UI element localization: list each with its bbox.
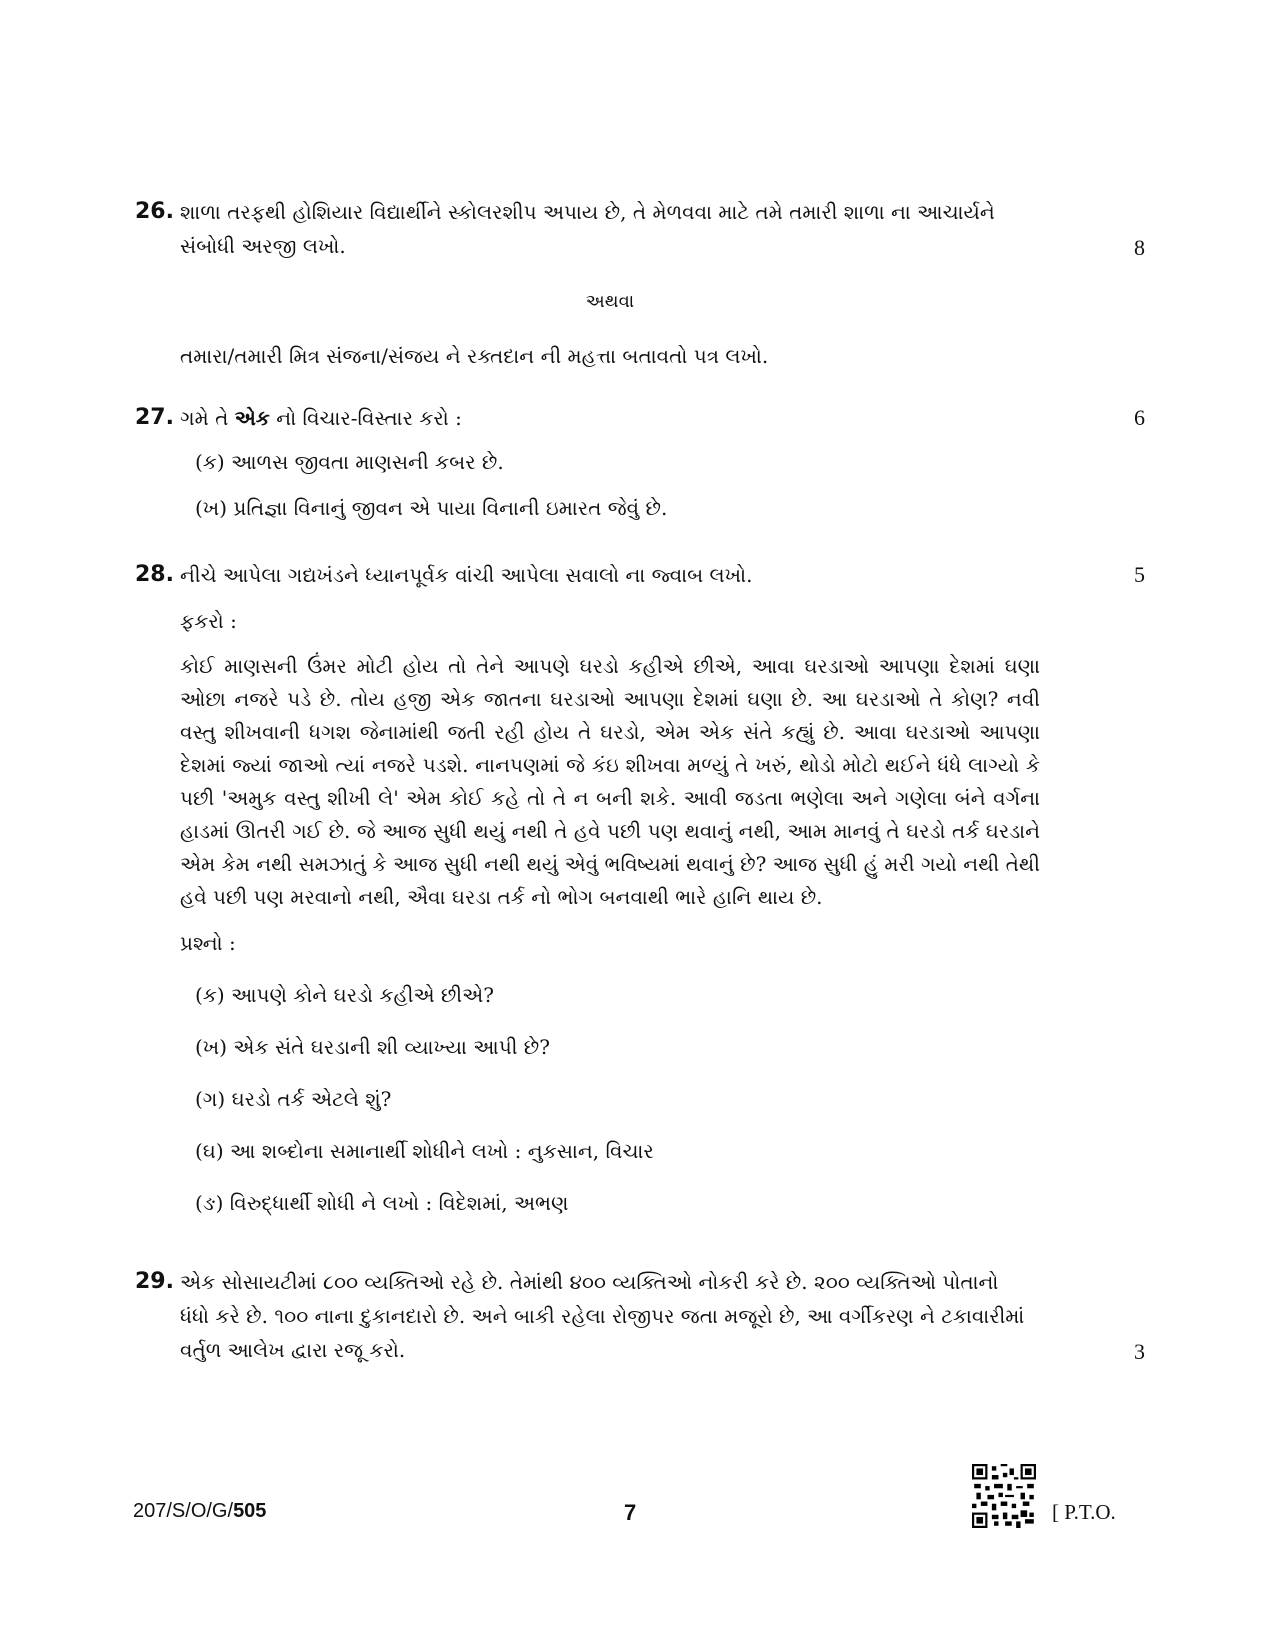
question-number: 28. xyxy=(135,562,174,587)
sub-question: (ઙ) વિરુદ્ધાર્થી શોધી ને લખો : વિદેશમાં, અભણ xyxy=(195,1191,569,1215)
page-number: 7 xyxy=(624,1500,637,1525)
paper-code-number: 505 xyxy=(233,1500,267,1522)
marks: 6 xyxy=(1134,405,1145,430)
passage-label: ફકરો : xyxy=(180,609,237,633)
marks: 3 xyxy=(1134,1339,1145,1364)
question-text-prefix: ગમે તે xyxy=(180,406,235,430)
question-text xyxy=(180,401,1040,435)
option-item: (ક) આળસ જીવતા માણસની કબર છે. xyxy=(195,450,504,474)
sub-question: (ઘ) આ શબ્દોના સમાનાર્થી શોધીને લખો : નુકસાન, વિચાર xyxy=(195,1139,654,1163)
paper-code xyxy=(133,1500,266,1523)
question-29 xyxy=(135,1265,1145,1367)
sub-question: (ખ) એક સંતે ઘરડાની શી વ્યાખ્યા આપી છે? xyxy=(195,1035,550,1059)
option-item: (ખ) પ્રતિજ્ઞા વિનાનું જીવન એ પાયા વિનાની ઇમારત જેવું છે. xyxy=(195,496,668,520)
marks: 5 xyxy=(1134,562,1145,587)
questions-label: પ્રશ્નો : xyxy=(180,931,236,955)
passage: કોઈ માણસની ઉંમર મોટી હોય તો તેને આપણે ઘરડો કહીએ છીએ, આવા ઘરડાઓ આપણા દેશમાં ઘણા ઓછા નજરે પડે છે. તોય હજી એક જાતના ઘરડાઓ આપણા દેશમાં ઘણા છે. આ ઘરડાઓ તે કોણ? નવી વસ્તુ શીખવાની ધગશ જેનામાંથી જતી રહી હોય તે ઘરડો, એમ એક સંતે કહ્યું છે. આવા ઘરડાઓ આપણા દેશમાં જ્યાં જાઓ ત્યાં નજરે પડશે. નાનપણમાં જે કંઇ શીખવા મળ્યું તે ખરું, થોડો મોટો થઈને ધંધે લાગ્યો કે પછી 'અમુક વસ્તુ શીખી લે' એમ કોઈ કહે તો તે ન બની શકે. આવી જડતા ભણેલા અને ગણેલા બંને વર્ગના હાડમાં ઊતરી ગઈ છે. જે આજ સુધી થયું નથી તે હવે પછી પણ થવાનું નથી, આમ માનવું તે ઘરડો તર્ક ઘરડાને એમ કેમ નથી સમઝાતું કે આજ સુધી નથી થયું એવું ભવિષ્યમાં થવાનું છે? આજ સુધી હું મરી ગયો નથી તેથી હવે પછી પણ મરવાનો નથી, ઐવા ઘરડા તર્ક નો ભોગ બનવાથી ભારે હાનિ થાય છે. xyxy=(180,654,1040,909)
question-28 xyxy=(135,558,1145,1220)
question-text: એક સોસાયટીમાં ૮૦૦ વ્યક્તિઓ રહે છે. તેમાંથી ૪૦૦ વ્યક્તિઓ નોકરી કરે છે. ૨૦૦ વ્યક્તિઓ પોતાનો xyxy=(180,1270,999,1294)
question-text: ધંધો કરે છે. ૧૦૦ નાના દુકાનદારો છે. અને બાકી રહેલા રોજીપર જતા મજૂરો છે, આ વર્ગીકરણ ને ટકાવારીમાં xyxy=(180,1304,1025,1328)
marks: 8 xyxy=(1134,235,1145,260)
question-text: શાળા તરફથી હોશિયાર વિદ્યાર્થીને સ્કોલરશીપ અપાય છે, તે મેળવવા માટે તમે તમારી શાળા ના આચાર્યને xyxy=(180,200,995,224)
pto-label: [ P.T.O. xyxy=(1052,1500,1116,1524)
question-number: 29. xyxy=(135,1269,174,1294)
or-separator: અથવા xyxy=(585,291,635,312)
question-number: 27. xyxy=(135,405,174,430)
question-number: 26. xyxy=(135,199,174,224)
question-text-suffix: નો વિચાર-વિસ્તાર કરો : xyxy=(269,406,462,430)
question-text: વર્તુળ આલેખ દ્વારા રજૂ કરો. xyxy=(180,1338,406,1362)
sub-question: (ગ) ઘરડો તર્ક એટલે શું? xyxy=(195,1087,392,1111)
question-26 xyxy=(135,195,1145,373)
sub-question: (ક) આપણે કોને ઘરડો કહીએ છીએ? xyxy=(195,983,494,1007)
question-27 xyxy=(135,401,1145,525)
question-text: સંબોધી અરજી લખો. xyxy=(180,234,346,258)
qr-code-icon xyxy=(972,1464,1036,1528)
question-text: નીચે આપેલા ગદ્યખંડને ધ્યાનપૂર્વક વાંચી આપેલા સવાલો ના જ્વાબ લખો. xyxy=(180,563,753,587)
paper-code-prefix: 207/S/O/G/ xyxy=(133,1500,234,1522)
question-text-bold: એક xyxy=(234,406,270,430)
alternative-question: તમારા/તમારી મિત્ર સંજના/સંજય ને રક્તદાન ની મહત્તા બતાવતો પત્ર લખો. xyxy=(180,344,769,368)
